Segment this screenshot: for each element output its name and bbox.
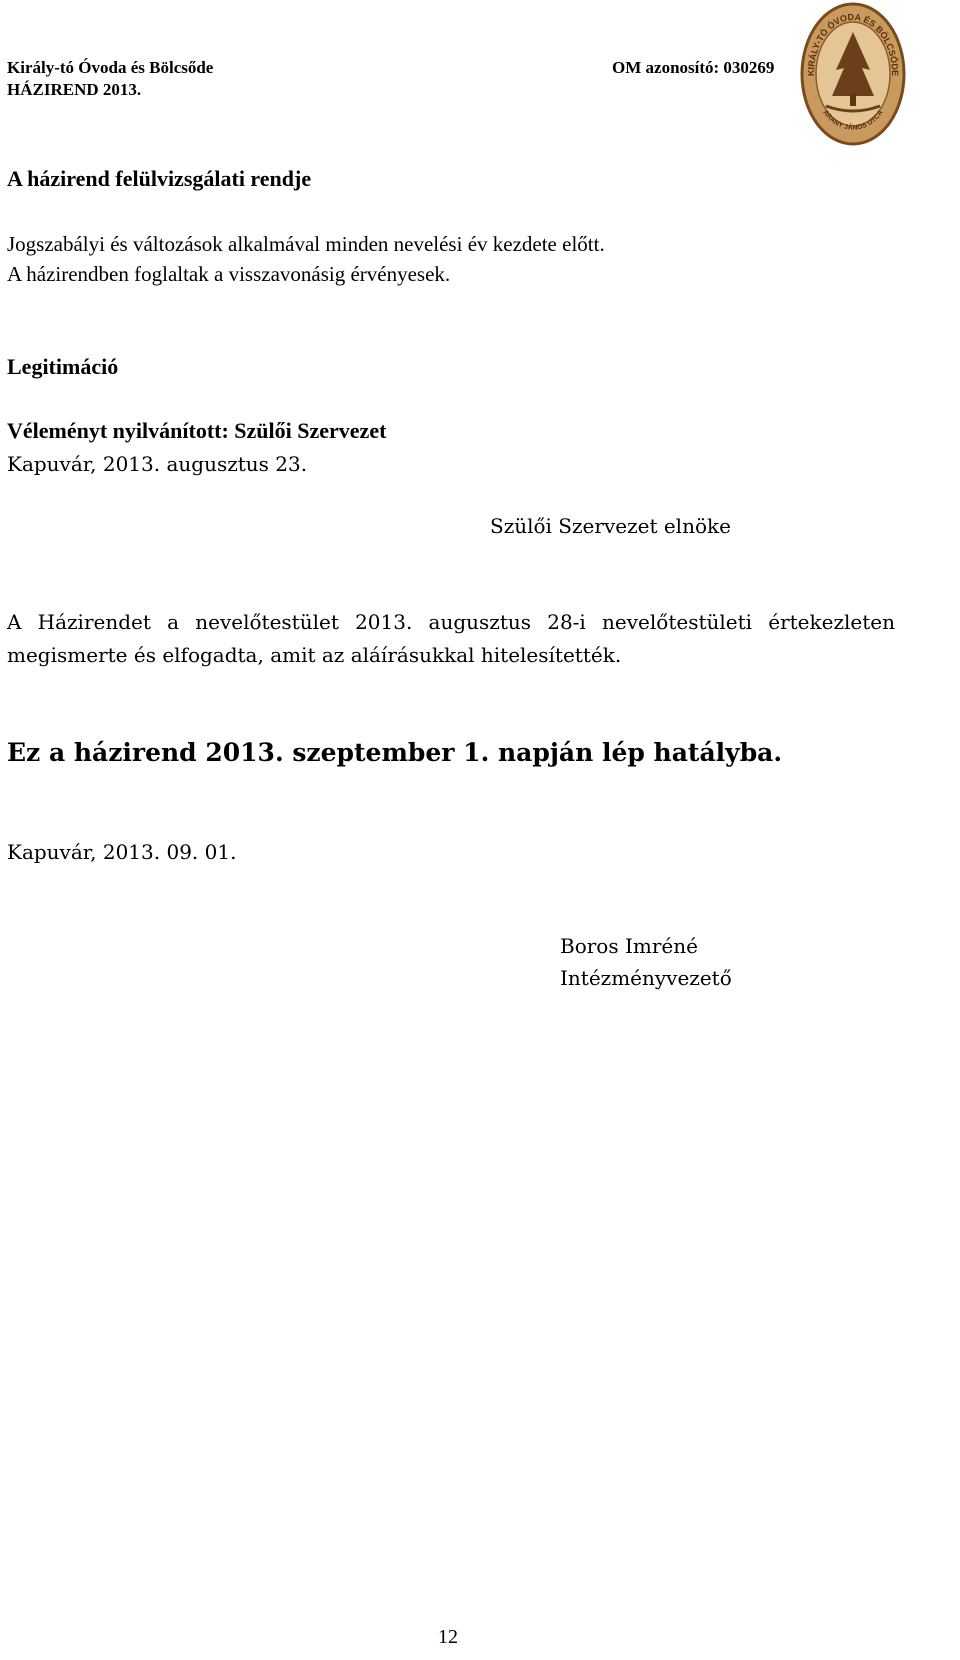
logo-text-top: KIRÁLY-TÓ ÓVODA ÉS BÖLCSŐDE	[805, 11, 901, 77]
review-heading: A házirend felülvizsgálati rendje	[7, 166, 312, 191]
document-title: HÁZIREND 2013.	[7, 80, 142, 99]
review-line-2: A házirendben foglaltak a visszavonásig érvényesek.	[7, 262, 451, 286]
signatory-title: Intézményvezető	[560, 966, 732, 990]
opinion-place-date: Kapuvár, 2013. augusztus 23.	[7, 452, 308, 476]
om-identifier: OM azonosító: 030269	[612, 58, 775, 77]
page-number: 12	[438, 1626, 458, 1648]
closing-place-date: Kapuvár, 2013. 09. 01.	[7, 840, 237, 864]
logo-text-bottom: ARANY JÁNOS UTCA	[821, 109, 885, 132]
institution-name: Király-tó Óvoda és Bölcsőde	[7, 58, 214, 77]
opinion-line: Véleményt nyilvánított: Szülői Szervezet	[7, 418, 387, 443]
signatory-name: Boros Imréné	[560, 934, 698, 958]
institution-logo	[800, 0, 906, 148]
approval-paragraph: A Házirendet a nevelőtestület 2013. augusztus 28-i nevelőtestületi értekezleten megismerte és elfogadta, amit az aláírásukkal hitelesítették.	[7, 610, 895, 667]
review-line-1: Jogszabályi és változások alkalmával minden nevelési év kezdete előtt.	[7, 232, 605, 256]
parent-org-signatory: Szülői Szervezet elnöke	[490, 514, 731, 538]
legitimation-heading: Legitimáció	[7, 354, 119, 379]
effective-date-statement: Ez a házirend 2013. szeptember 1. napján lép hatályba.	[7, 738, 783, 767]
